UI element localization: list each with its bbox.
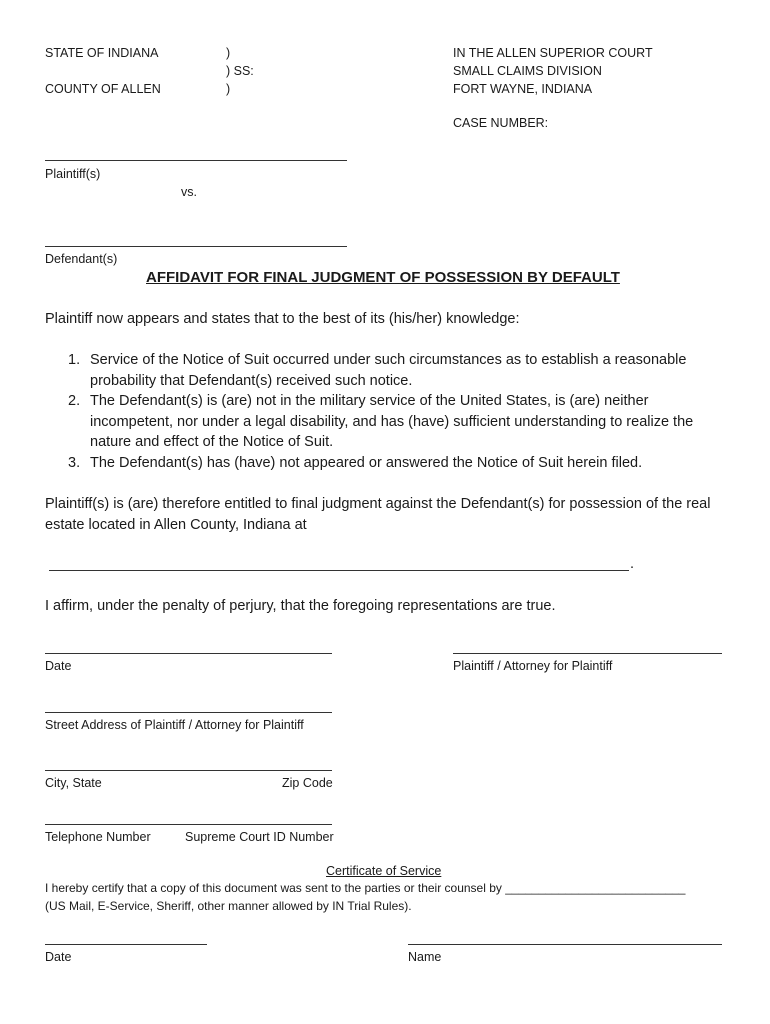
certificate-name-line[interactable] <box>408 944 722 945</box>
perjury-affirmation: I affirm, under the penalty of perjury, that the foregoing representations are true. <box>45 598 556 614</box>
item-number: 2. <box>68 393 81 409</box>
item-number: 1. <box>68 352 81 368</box>
plaintiff-attorney-label: Plaintiff / Attorney for Plaintiff <box>453 659 613 673</box>
defendant-label: Defendant(s) <box>45 252 118 266</box>
plaintiff-name-line[interactable] <box>45 160 347 161</box>
certificate-text: I hereby certify that a copy of this document was sent to the parties or their counsel by ___________________________ <box>45 881 686 895</box>
date-label: Date <box>45 659 72 673</box>
court-division: SMALL CLAIMS DIVISION <box>453 64 602 78</box>
certificate-manner: (US Mail, E-Service, Sheriff, other manner allowed by IN Trial Rules). <box>45 899 412 913</box>
street-address-label: Street Address of Plaintiff / Attorney for Plaintiff <box>45 718 304 732</box>
certificate-heading: Certificate of Service <box>326 864 442 878</box>
address-period: . <box>630 556 635 572</box>
list-item <box>45 350 730 391</box>
court-name: IN THE ALLEN SUPERIOR COURT <box>453 46 653 60</box>
plaintiff-signature-line[interactable] <box>453 653 722 654</box>
supreme-court-id-label: Supreme Court ID Number <box>185 830 334 844</box>
caption-ss: ) SS: <box>226 64 254 78</box>
property-address-line[interactable] <box>49 570 629 571</box>
telephone-label: Telephone Number <box>45 830 151 844</box>
affidavit-items <box>45 350 730 473</box>
list-item <box>45 453 730 474</box>
item-number: 3. <box>68 454 81 471</box>
state-label: STATE OF INDIANA <box>45 46 159 60</box>
city-state-label: City, State <box>45 776 102 790</box>
entitlement-paragraph: Plaintiff(s) is (are) therefore entitled to final judgment against the Defendant(s) for possession of the real estate located in Allen County, Indiana at <box>45 496 711 533</box>
plaintiff-label: Plaintiff(s) <box>45 167 101 181</box>
court-city: FORT WAYNE, INDIANA <box>453 82 593 96</box>
item-text: Service of the Notice of Suit occurred under such circumstances as to establish a reasonable probability that Defendant(s) received such notice. <box>90 352 687 389</box>
date-line[interactable] <box>45 653 332 654</box>
phone-id-line[interactable] <box>45 824 332 825</box>
certificate-name-label: Name <box>408 950 442 964</box>
item-text: The Defendant(s) has (have) not appeared or answered the Notice of Suit herein filed. <box>90 454 643 471</box>
certificate-date-label: Date <box>45 950 72 964</box>
caption-paren: ) <box>226 46 231 60</box>
city-state-zip-line[interactable] <box>45 770 332 771</box>
county-label: COUNTY OF ALLEN <box>45 82 161 96</box>
certificate-date-line[interactable] <box>45 944 207 945</box>
intro-statement: Plaintiff now appears and states that to the best of its (his/her) knowledge: <box>45 311 520 327</box>
street-address-line[interactable] <box>45 712 332 713</box>
list-item <box>45 391 730 453</box>
defendant-name-line[interactable] <box>45 246 347 247</box>
document-title: AFFIDAVIT FOR FINAL JUDGMENT OF POSSESSION BY DEFAULT <box>146 269 620 286</box>
item-text: The Defendant(s) is (are) not in the military service of the United States, is (are) neither incompetent, nor under a legal disability, and has (have) sufficient understanding to realize the nature and effect of the Notice of Suit. <box>90 393 694 450</box>
versus-label: vs. <box>181 185 197 199</box>
zip-code-label: Zip Code <box>282 776 333 790</box>
case-number-label: CASE NUMBER: <box>453 116 549 130</box>
caption-paren: ) <box>226 82 231 96</box>
